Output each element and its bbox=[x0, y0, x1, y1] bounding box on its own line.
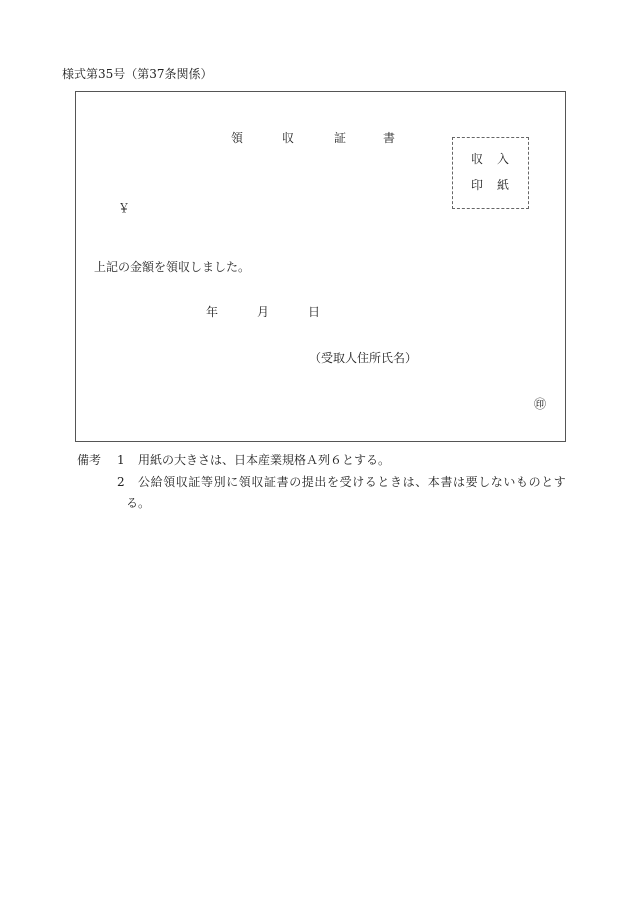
note-text: 用紙の大きさは、日本産業規格Ａ列６とする。 bbox=[138, 453, 391, 467]
stamp-label: 入 bbox=[497, 152, 510, 166]
notes-label: 備考 bbox=[77, 453, 102, 467]
form-number: 様式第35号（第37条関係） bbox=[62, 67, 213, 81]
recipient-label: （受取人住所氏名） bbox=[309, 351, 418, 365]
revenue-stamp-box bbox=[452, 137, 529, 209]
stamp-label: 紙 bbox=[497, 178, 510, 192]
note-number: 1 bbox=[117, 453, 125, 467]
note-number: 2 bbox=[117, 475, 125, 489]
date-year: 年 bbox=[206, 305, 219, 319]
stamp-label: 印 bbox=[471, 178, 484, 192]
receipt-statement: 上記の金額を領収しました。 bbox=[94, 260, 251, 274]
seal-icon: ㊞ bbox=[534, 397, 547, 411]
yen-symbol: ￥ bbox=[118, 201, 131, 215]
date-month: 月 bbox=[257, 305, 270, 319]
title-char: 収 bbox=[282, 131, 295, 145]
title-char: 領 bbox=[231, 131, 244, 145]
stamp-label: 収 bbox=[471, 152, 484, 166]
date-day: 日 bbox=[308, 305, 321, 319]
title-char: 書 bbox=[383, 131, 396, 145]
title-char: 証 bbox=[334, 131, 347, 145]
note-continuation: る。 bbox=[126, 496, 151, 510]
note-text: 公給領収証等別に領収証書の提出を受けるときは、本書は要しないものとす bbox=[138, 475, 567, 489]
